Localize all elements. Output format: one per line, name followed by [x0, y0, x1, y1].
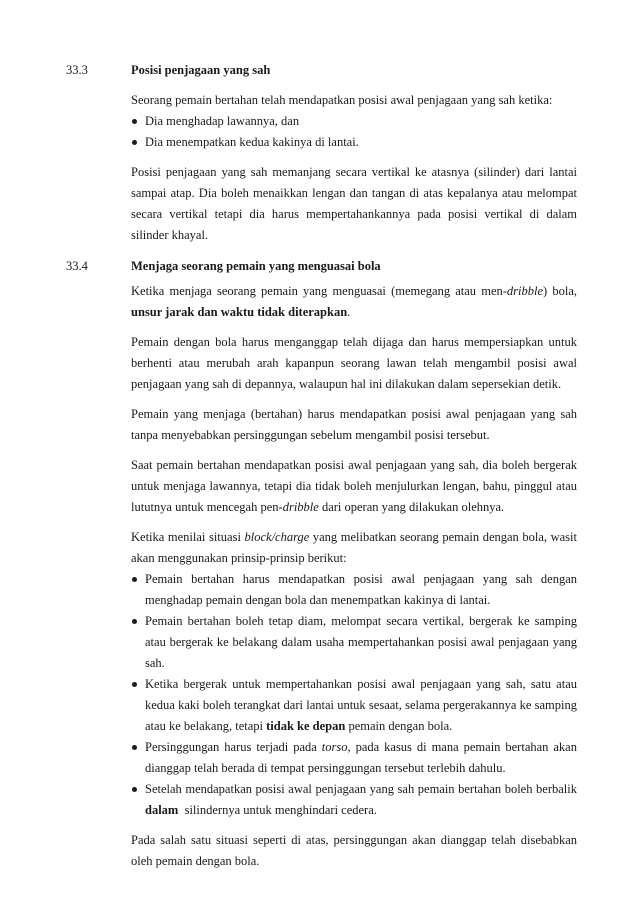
paragraph: Posisi penjagaan yang sah memanjang secara vertikal ke atasnya (silinder) dari lantai sampai atap. Dia boleh menaikkan lengan dan tangan di atas kepalanya atau melompat secara vertikal tetapi dia harus mempertahankannya pada posisi vertikal di dalam silinder khayal.	[131, 165, 577, 242]
paragraph: Pemain dengan bola harus menganggap telah dijaga dan harus mempersiapkan untuk berhenti atau merubah arah kapanpun seorang lawan telah mengambil posisi awal penjagaan yang sah di depannya, walaupun hal ini dilakukan dalam sepersekian detik.	[131, 335, 577, 391]
list-item	[131, 674, 577, 737]
section-body	[131, 281, 577, 881]
paragraph	[131, 281, 577, 323]
bold-text: tidak ke depan	[266, 719, 346, 733]
text-run: Persinggungan harus terjadi pada	[145, 740, 322, 754]
text-run: pemain dengan bola.	[345, 719, 453, 733]
section-heading: Posisi penjagaan yang sah	[131, 63, 271, 77]
text-run: , pada kasus di mana pemain bertahan akan dianggap telah berada di tempat persinggungan tersebut terlebih dahulu.	[145, 740, 577, 775]
text-run: Ketika menilai situasi	[131, 530, 245, 544]
italic-text: dribble	[506, 284, 544, 298]
text-run: ) bola,	[543, 284, 577, 298]
italic-text: dribble	[282, 500, 319, 514]
section-number: 33.3	[66, 63, 88, 77]
paragraph	[131, 527, 577, 569]
list-item	[131, 779, 577, 821]
italic-text: block/charge	[244, 530, 310, 544]
bold-text: dalam	[145, 803, 179, 817]
list-item	[131, 737, 577, 779]
italic-text: torso	[321, 740, 348, 754]
list-item: Pemain bertahan harus mendapatkan posisi awal penjagaan yang sah dengan menghadap pemain dengan bola dan menempatkan kakinya di lantai.	[131, 569, 577, 611]
text-run: .	[347, 305, 351, 319]
text-run: Setelah mendapatkan posisi awal penjagaan yang sah pemain bertahan boleh berbalik	[145, 782, 577, 796]
section-number: 33.4	[66, 259, 88, 273]
text-run: silindernya untuk menghindari cedera.	[178, 803, 377, 817]
list-item: Pemain bertahan boleh tetap diam, melompat secara vertikal, bergerak ke samping atau bergerak ke belakang dalam usaha mempertahankan posisi awal penjagaan yang sah.	[131, 611, 577, 674]
text-run: Saat pemain bertahan mendapatkan posisi awal penjagaan yang sah, dia boleh bergerak untuk menjaga lawannya, tetapi dia tidak boleh menjulurkan lengan, bahu, pinggul atau lututnya untuk mencegah pen-	[131, 458, 577, 514]
bold-text: unsur jarak dan waktu tidak diterapkan	[131, 305, 348, 319]
paragraph	[131, 455, 577, 518]
section-heading: Menjaga seorang pemain yang menguasai bola	[131, 259, 381, 273]
bullet-list	[131, 569, 577, 821]
paragraph: Pemain yang menjaga (bertahan) harus mendapatkan posisi awal penjagaan yang sah tanpa menyebabkan persinggungan sebelum mengambil posisi tersebut.	[131, 407, 577, 442]
text-run: yang melibatkan seorang pemain dengan bola, wasit akan menggunakan prinsip-prinsip berikut:	[131, 530, 577, 565]
section-body	[131, 90, 577, 255]
text-run: dari operan yang dilakukan olehnya.	[318, 500, 505, 514]
bullet-list	[131, 111, 577, 153]
list-item: Dia menghadap lawannya, dan	[131, 111, 577, 132]
paragraph: Seorang pemain bertahan telah mendapatkan posisi awal penjagaan yang sah ketika:	[131, 93, 553, 107]
paragraph: Pada salah satu situasi seperti di atas, persinggungan akan dianggap telah disebabkan oleh pemain dengan bola.	[131, 833, 577, 868]
text-run: Ketika bergerak untuk mempertahankan posisi awal penjagaan yang sah, satu atau kedua kaki boleh terangkat dari lantai untuk sesaat, selama pergerakannya ke samping atau ke belakang, tetapi	[145, 677, 577, 733]
list-item: Dia menempatkan kedua kakinya di lantai.	[131, 132, 577, 153]
text-run: Ketika menjaga seorang pemain yang menguasai (memegang atau men-	[131, 284, 507, 298]
